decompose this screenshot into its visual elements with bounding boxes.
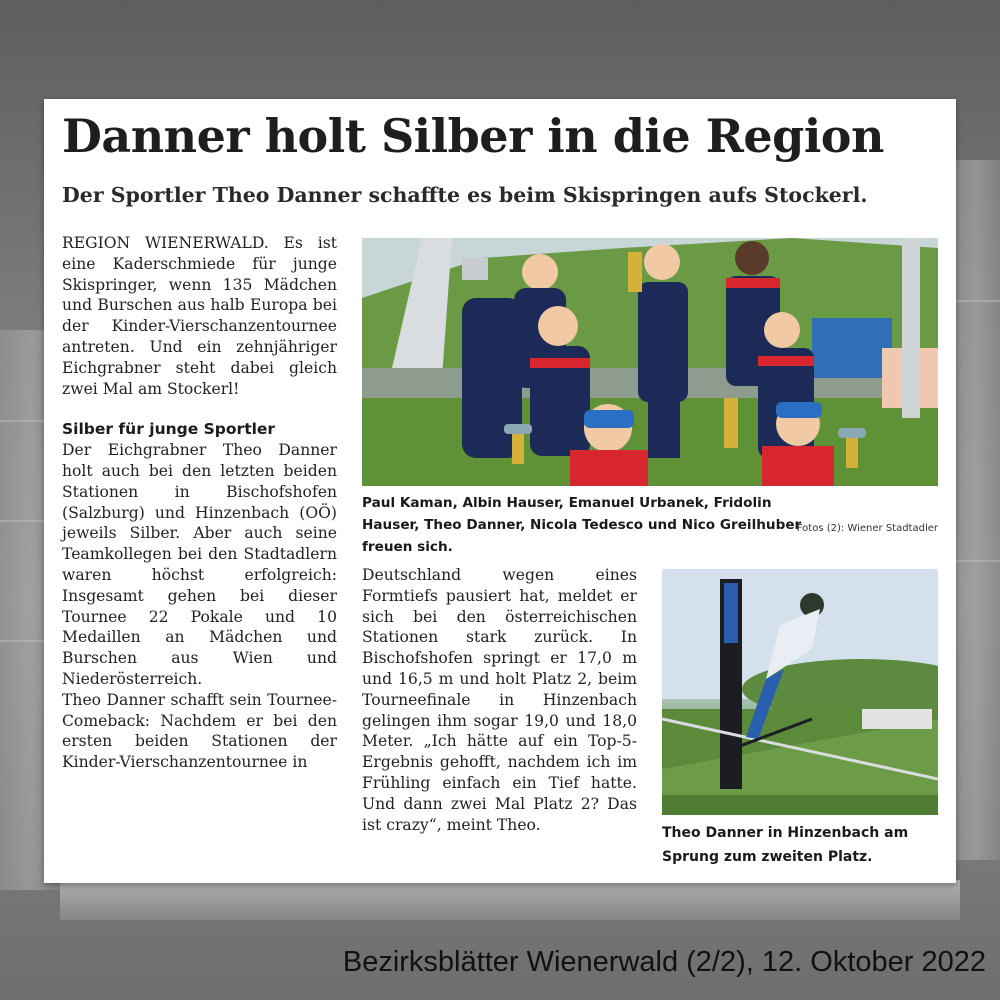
subheadline: Der Sportler Theo Danner schaffte es beim Skispringen aufs Stockerl. bbox=[62, 183, 868, 207]
photo-credit: Fotos (2): Wiener Stadtadler bbox=[796, 523, 938, 534]
body-paragraph: Theo Danner schafft sein Tournee-Comeback: Nachdem er bei den ersten beiden Stationen der Kinder-Vierschanzentournee in bbox=[62, 690, 337, 772]
article-column-1 bbox=[62, 233, 337, 773]
section-heading: Silber für junge Sportler bbox=[62, 420, 276, 439]
team-photo-illustration bbox=[362, 238, 938, 486]
background-line bbox=[956, 300, 1000, 302]
photo-caption-jump: Theo Danner in Hinzenbach am Sprung zum zweiten Platz. bbox=[662, 825, 909, 865]
ski-jump-photo bbox=[662, 569, 938, 815]
source-citation: Bezirksblätter Wienerwald (2/2), 12. Oktober 2022 bbox=[342, 946, 986, 978]
lead-paragraph: REGION WIENERWALD. Es ist eine Kaderschmiede für junge Skispringer, wenn 135 Mädchen und Burschen aus halb Europa bei der Kinder-Vierschanzentournee antreten. Und ein zehnjähriger Eichgrabner steht dabei gleich zwei Mal am Stockerl! bbox=[62, 234, 337, 398]
headline: Danner holt Silber in die Region bbox=[62, 109, 884, 163]
background-line bbox=[0, 420, 44, 422]
background-line bbox=[0, 520, 44, 522]
paragraph-gap bbox=[62, 399, 337, 419]
ski-jump-illustration bbox=[662, 569, 938, 815]
background-line bbox=[956, 560, 1000, 562]
team-photo bbox=[362, 238, 938, 486]
newspaper-clipping bbox=[44, 99, 956, 883]
body-paragraph: Der Eichgrabner Theo Danner holt auch bei den letzten beiden Stationen in Bischofshofen (Salzburg) und Hinzenbach (OÖ) jeweils Silber. Aber auch seine Teamkollegen bei den Stadtadlern waren höchst erfolgreich: Insgesamt gehen bei dieser Tournee 22 Pokale und 10 Medaillen an Mädchen und Burschen aus Wien und Niederösterreich. bbox=[62, 441, 337, 688]
photo-caption-team: Paul Kaman, Albin Hauser, Emanuel Urbanek, Fridolin Hauser, Theo Danner, Nicola Tedesco und Nico Greilhuber freuen sich. bbox=[362, 495, 802, 555]
background-newspaper-stack-bottom bbox=[60, 880, 960, 920]
body-paragraph: Deutschland wegen eines Formtiefs pausiert hat, meldet er sich bei den österreichischen Stationen stark zurück. In Bischofshofen springt er 17,0 m und 16,5 m und holt Platz 2, beim Tourneefinale in Hinzenbach gelingen ihm sogar 19,0 und 18,0 Meter. „Ich hätte auf ein Top-5-Ergebnis gehofft, nachdem ich im Frühling einfach ein Tief hatte. Und dann zwei Mal Platz 2? Das ist crazy“, meint Theo. bbox=[362, 566, 637, 834]
article-column-2 bbox=[362, 565, 637, 835]
background-newspaper-stack-right bbox=[952, 160, 1000, 860]
background-line bbox=[0, 640, 44, 642]
